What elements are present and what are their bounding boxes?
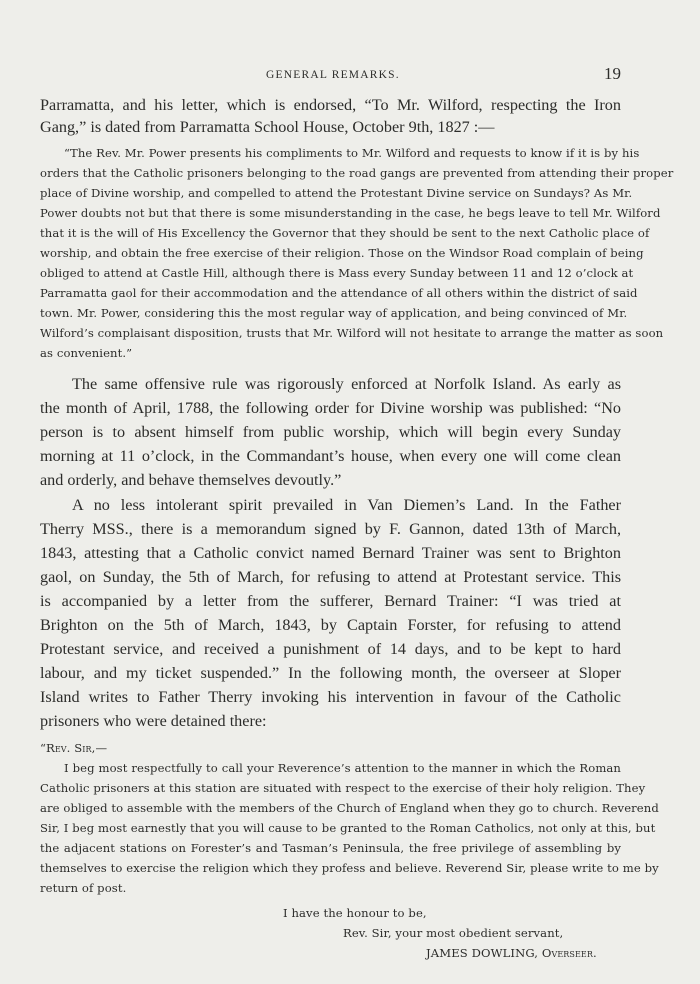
letter-salutation: “Rev. Sir,— bbox=[40, 741, 108, 755]
body-line: Gang,” is dated from Parramatta School House, October 9th, 1827 :— bbox=[40, 118, 495, 136]
quote-line: place of Divine worship, and compelled to attend the Protestant Divine service on Sundays? As Mr. bbox=[40, 186, 633, 200]
quote-line: that it is the will of His Excellency the Governor that they should be sent to the next Catholic place of bbox=[40, 226, 650, 240]
body-line: The same offensive rule was rigorously enforced at Norfolk Island. As early as bbox=[72, 375, 621, 393]
body-line: prisoners who were detained there: bbox=[40, 712, 267, 730]
letter-line: the adjacent stations on Forester’s and Tasman’s Peninsula, the free privilege of assembling by bbox=[40, 841, 621, 855]
body-line: labour, and my ticket suspended.” In the following month, the overseer at Sloper bbox=[40, 664, 621, 682]
signature-title: Overseer. bbox=[541, 946, 597, 960]
body-line: Protestant service, and received a punishment of 14 days, and to be kept to hard bbox=[40, 640, 621, 658]
quote-line: Parramatta gaol for their accommodation and the attendance of all others within the district of said bbox=[40, 286, 638, 300]
body-line: person is to absent himself from public worship, which will begin every Sunday bbox=[40, 423, 621, 441]
quote-line: town. Mr. Power, considering this the most regular way of application, and being convinced of Mr. bbox=[40, 306, 628, 320]
running-head: GENERAL REMARKS. bbox=[266, 69, 400, 81]
body-line: is accompanied by a letter from the sufferer, Bernard Trainer: “I was tried at bbox=[40, 592, 621, 610]
body-line: morning at 11 o’clock, in the Commandant’s house, when every one will come clean bbox=[40, 447, 621, 465]
body-line: Parramatta, and his letter, which is endorsed, “To Mr. Wilford, respecting the Iron bbox=[40, 96, 621, 114]
letter-line: Sir, I beg most earnestly that you will cause to be granted to the Roman Catholics, not only at this, but bbox=[40, 821, 656, 835]
letter-signature bbox=[426, 946, 597, 960]
body-line: Therry MSS., there is a memorandum signed by F. Gannon, dated 13th of March, bbox=[40, 520, 621, 538]
signature-name: JAMES DOWLING, bbox=[426, 946, 542, 960]
body-line: 1843, attesting that a Catholic convict named Bernard Trainer was sent to Brighton bbox=[40, 544, 621, 562]
body-line: A no less intolerant spirit prevailed in Van Diemen’s Land. In the Father bbox=[72, 496, 621, 514]
letter-line: themselves to exercise the religion which they profess and believe. Reverend Sir, please write to me by bbox=[40, 861, 659, 875]
quote-line: orders that the Catholic prisoners belonging to the road gangs are prevented from attending their proper bbox=[40, 166, 674, 180]
quote-line: obliged to attend at Castle Hill, although there is Mass every Sunday between 11 and 12 o’clock at bbox=[40, 266, 634, 280]
body-line: and orderly, and behave themselves devoutly.” bbox=[40, 471, 342, 489]
page-number: 19 bbox=[604, 64, 621, 83]
letter-line: return of post. bbox=[40, 881, 127, 895]
letter-line: are obliged to assemble with the members of the Church of England when they go to church. Reverend bbox=[40, 801, 659, 815]
body-line: Brighton on the 5th of March, 1843, by Captain Forster, for refusing to attend bbox=[40, 616, 621, 634]
quote-line: “The Rev. Mr. Power presents his compliments to Mr. Wilford and requests to know if it is by his bbox=[64, 146, 640, 160]
letter-closing: Rev. Sir, your most obedient servant, bbox=[343, 926, 564, 940]
letter-line: I beg most respectfully to call your Reverence’s attention to the manner in which the Roman bbox=[64, 761, 621, 775]
quote-line: worship, and obtain the free exercise of their religion. Those on the Windsor Road complain of being bbox=[40, 246, 644, 260]
quote-line: Wilford’s complaisant disposition, trusts that Mr. Wilford will not hesitate to arrange the matter as soon bbox=[40, 326, 664, 340]
letter-closing: I have the honour to be, bbox=[283, 906, 427, 920]
body-line: the month of April, 1788, the following order for Divine worship was published: “No bbox=[40, 399, 621, 417]
quote-line: as convenient.” bbox=[40, 346, 133, 360]
letter-line: Catholic prisoners at this station are situated with respect to the exercise of their holy religion. They bbox=[40, 781, 646, 795]
body-line: gaol, on Sunday, the 5th of March, for refusing to attend at Protestant service. This bbox=[40, 568, 621, 586]
quote-line: Power doubts not but that there is some misunderstanding in the case, he begs leave to tell Mr. Wilford bbox=[40, 206, 661, 220]
page-header bbox=[0, 64, 700, 88]
body-line: Island writes to Father Therry invoking his intervention in favour of the Catholic bbox=[40, 688, 621, 706]
